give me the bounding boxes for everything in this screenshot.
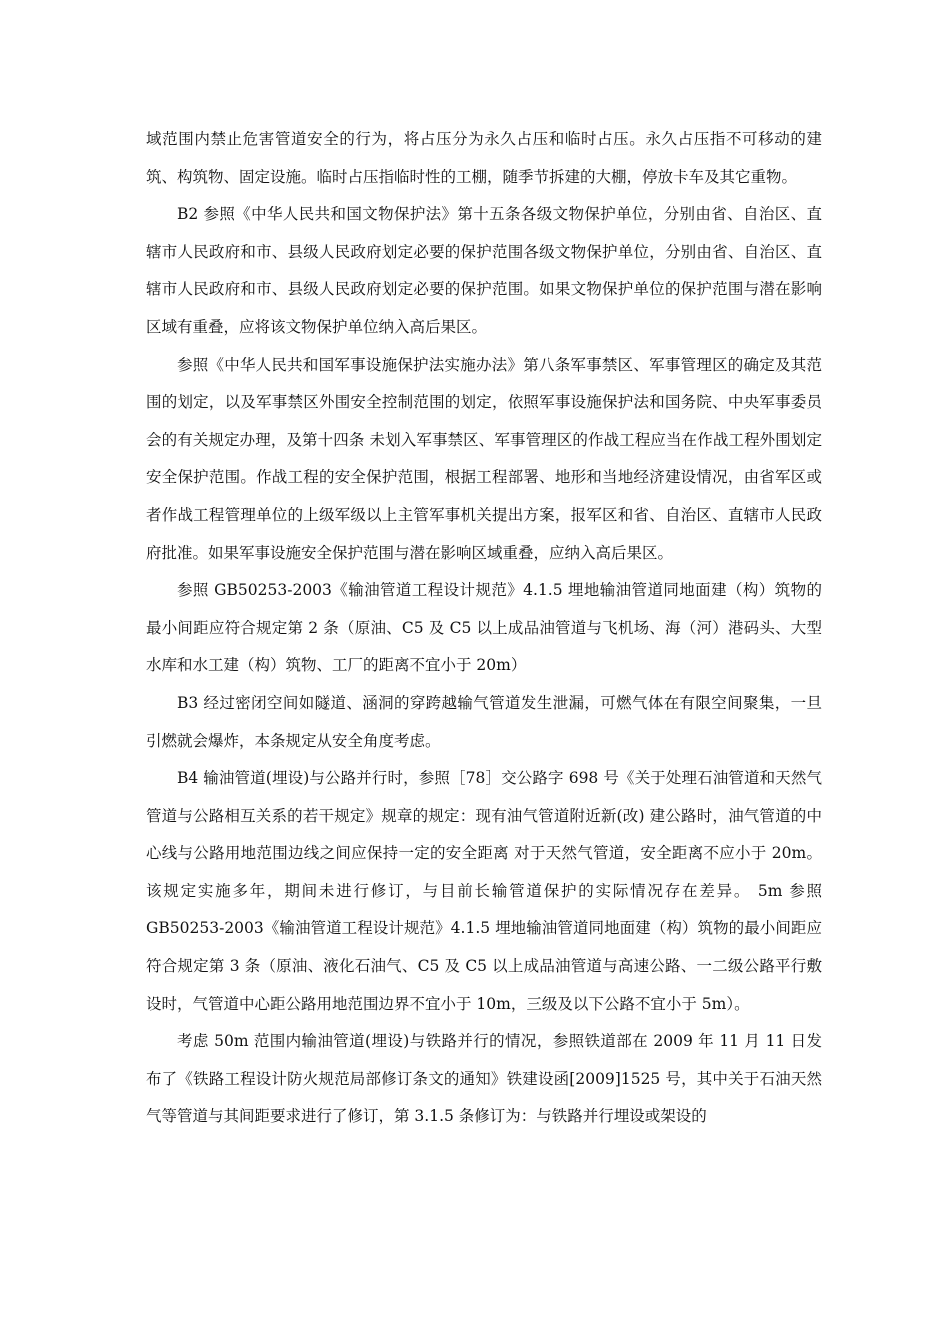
- paragraph-b4-highway-parallel: B4 输油管道(埋设)与公路并行时，参照［78］交公路字 698 号《关于处理石油管道和天然气管道与公路相互关系的若干规定》规章的规定：现有油气管道附近新(改) 建公路时，油气管道的中心线与公路用地范围边线之间应保持一定的安全距离 对于天然气管道，安全距离不应小于 20m。该规定实施多年，期间未进行修订，与目前长输管道保护的实际情况存在差异。 5m 参照 GB50253-2003《输油管道工程设计规范》4.1.5 埋地输油管道同地面建（构）筑物的最小间距应符合规定第 3 条（原油、液化石油气、C5 及 C5 以上成品油管道与高速公路、一二级公路平行敷设时，气管道中心距公路用地范围边界不宜小于 10m，三级及以下公路不宜小于 5m）。: [146, 769, 822, 1013]
- paragraph-b2-cultural-relics: B2 参照《中华人民共和国文物保护法》第十五条各级文物保护单位，分别由省、自治区、直辖市人民政府和市、县级人民政府划定必要的保护范围各级文物保护单位，分别由省、自治区、直辖市人民政府和市、县级人民政府划定必要的保护范围。如果文物保护单位的保护范围与潜在影响区域有重叠，应将该文物保护单位纳入高后果区。: [146, 205, 822, 336]
- paragraph-b3-enclosed-space: B3 经过密闭空间如隧道、涵洞的穿跨越输气管道发生泄漏，可燃气体在有限空间聚集，一旦引燃就会爆炸，本条规定从安全角度考虑。: [146, 693, 822, 750]
- paragraph-military-facilities: 参照《中华人民共和国军事设施保护法实施办法》第八条军事禁区、军事管理区的确定及其范围的划定，以及军事禁区外围安全控制范围的划定，依照军事设施保护法和国务院、中央军事委员会的有关规定办理，及第十四条 未划入军事禁区、军事管理区的作战工程应当在作战工程外围划定安全保护范围。作战工程的安全保护范围，根据工程部署、地形和当地经济建设情况，由省军区或者作战工程管理单位的上级军级以上主管军事机关提出方案，报军区和省、自治区、直辖市人民政府批准。如果军事设施安全保护范围与潜在影响区域重叠，应纳入高后果区。: [146, 355, 822, 562]
- paragraph-railway-parallel: 考虑 50m 范围内输油管道(埋设)与铁路并行的情况，参照铁道部在 2009 年 11 月 11 日发布了《铁路工程设计防火规范局部修订条文的通知》铁建设函[2009]1525 号，其中关于石油天然气等管道与其间距要求进行了修订，第 3.1.5 条修订为：与铁路并行埋设或架设的: [146, 1032, 822, 1126]
- paragraph-pipeline-occupation: 域范围内禁止危害管道安全的行为，将占压分为永久占压和临时占压。永久占压指不可移动的建筑、构筑物、固定设施。临时占压指临时性的工棚，随季节拆建的大棚，停放卡车及其它重物。: [146, 130, 822, 186]
- document-body: [146, 121, 822, 1136]
- paragraph-gb50253-clause-2: 参照 GB50253-2003《输油管道工程设计规范》4.1.5 埋地输油管道同地面建（构）筑物的最小间距应符合规定第 2 条（原油、C5 及 C5 以上成品油管道与飞机场、海（河）港码头、大型水库和水工建（构）筑物、工厂的距离不宜小于 20m）: [146, 581, 822, 675]
